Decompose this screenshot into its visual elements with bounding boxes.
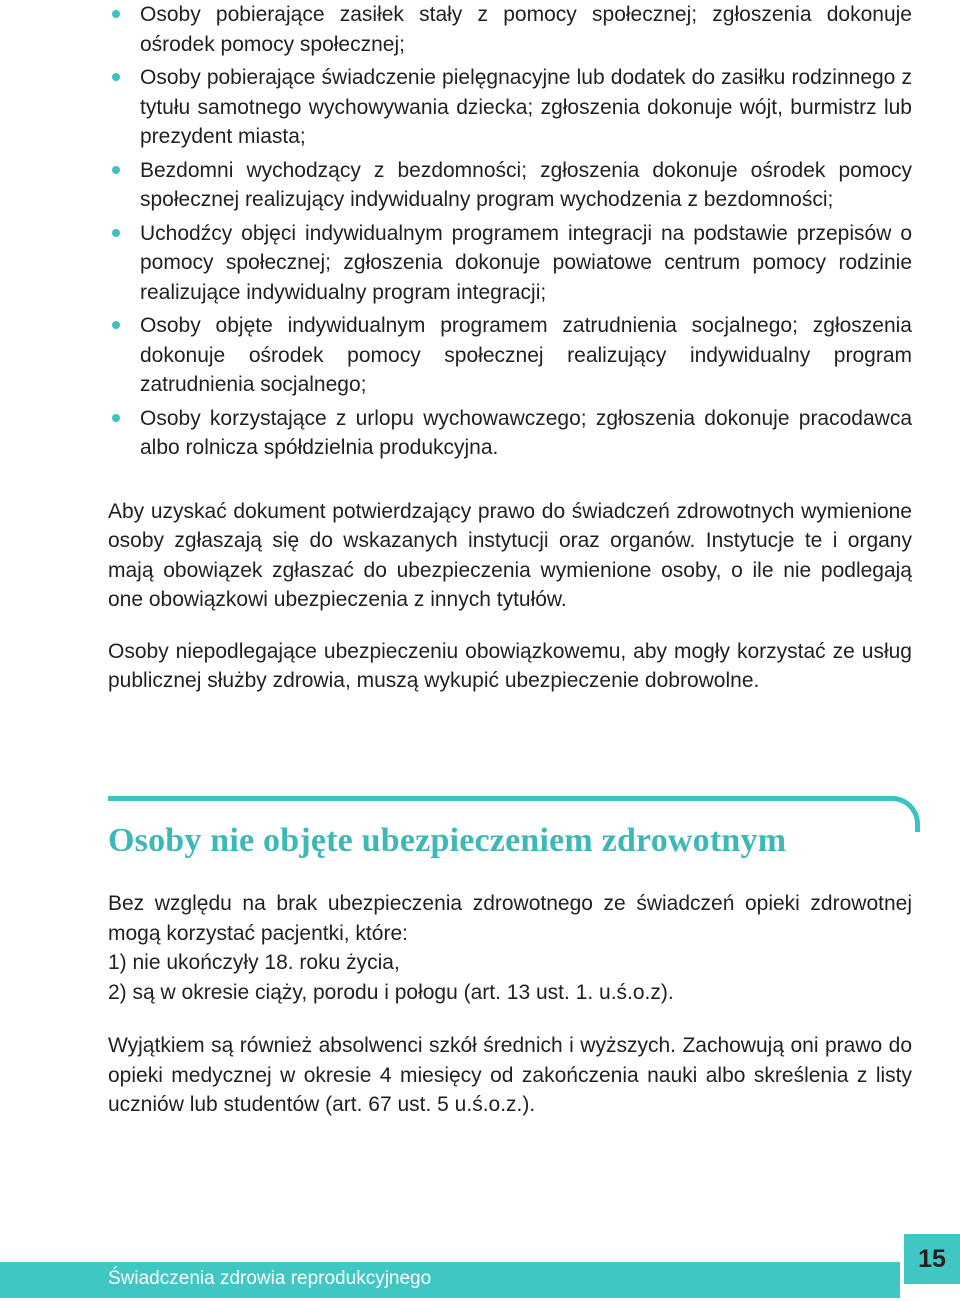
section-content: [108, 889, 912, 1120]
bullet-icon: [112, 321, 120, 329]
bullet-icon: [112, 229, 120, 237]
bullet-icon: [112, 166, 120, 174]
bullet-list: [108, 0, 912, 463]
list-item: Osoby objęte indywidualnym programem zatrudnienia socjalnego; zgłoszenia dokonuje ośrodek pomocy społecznej realizujący indywidualny program zatrudnienia socjalnego;: [108, 311, 912, 400]
bullet-icon: [112, 73, 120, 81]
page-content: [108, 0, 912, 696]
section-paragraph: Wyjątkiem są również absolwenci szkół średnich i wyższych. Zachowują oni prawo do opieki medycznej w okresie 4 miesięcy od zakończenia nauki albo skreślenia z listy uczniów lub studentów (art. 67 ust. 5 u.ś.o.z.).: [108, 1034, 912, 1116]
list-item: Osoby pobierające świadczenie pielęgnacyjne lub dodatek do zasiłku rodzinnego z tytułu samotnego wychowywania dziecka; zgłoszenia dokonuje wójt, burmistrz lub prezydent miasta;: [108, 63, 912, 152]
section-intro: Bez względu na brak ubezpieczenia zdrowotnego ze świadczeń opieki zdrowotnej mogą korzystać pacjentki, które:: [108, 892, 912, 945]
page-number: 15: [904, 1234, 960, 1284]
list-item: Osoby pobierające zasiłek stały z pomocy społecznej; zgłoszenia dokonuje ośrodek pomocy społecznej;: [108, 0, 912, 59]
bullet-icon: [112, 414, 120, 422]
list-item: Osoby korzystające z urlopu wychowawczego; zgłoszenia dokonuje pracodawca albo rolnicza spółdzielnia produkcyjna.: [108, 404, 912, 463]
list-item: Bezdomni wychodzący z bezdomności; zgłoszenia dokonuje ośrodek pomocy społecznej realizujący indywidualny program wychodzenia z bezdomności;: [108, 156, 912, 215]
section-list-item-1: 1) nie ukończyły 18. roku życia,: [108, 951, 400, 974]
section-title: Osoby nie objęte ubezpieczeniem zdrowotnym: [108, 822, 787, 859]
footer-title: Świadczenia zdrowia reprodukcyjnego: [108, 1268, 432, 1289]
section-list-item-2: 2) są w okresie ciąży, porodu i połogu (art. 13 ust. 1. u.ś.o.z).: [108, 980, 674, 1004]
bullet-icon: [112, 10, 120, 18]
list-item: Uchodźcy objęci indywidualnym programem integracji na podstawie przepisów o pomocy społecznej; zgłoszenia dokonuje powiatowe centrum pomocy rodzinie realizujące indywidualny program integracji;: [108, 219, 912, 308]
paragraph-voluntary-insurance: Osoby niepodlegające ubezpieczeniu obowiązkowemu, aby mogły korzystać ze usług publicznej służby zdrowia, muszą wykupić ubezpieczenie dobrowolne.: [108, 639, 912, 692]
paragraph-documents: Aby uzyskać dokument potwierdzający prawo do świadczeń zdrowotnych wymienione osoby zgłaszają się do wskazanych instytucji oraz organów. Instytucje te i organy mają obowiązek zgłaszać do ubezpieczenia wymienione osoby, o ile nie podlegają one obowiązkowi ubezpieczenia z innych tytułów.: [108, 499, 912, 611]
